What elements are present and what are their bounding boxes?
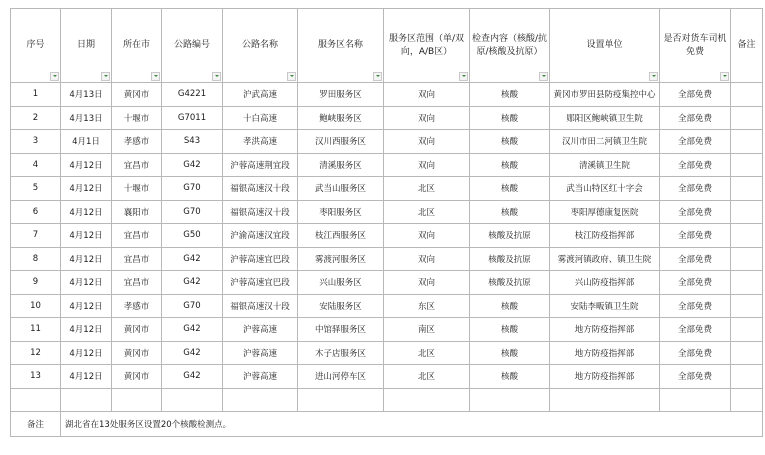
blank-cell[interactable] <box>550 388 660 411</box>
cell-no[interactable]: 9 <box>11 271 61 295</box>
table-row <box>11 130 763 154</box>
cell-scope[interactable]: 双向 <box>384 224 470 248</box>
blank-cell[interactable] <box>61 388 112 411</box>
cell-road_code[interactable]: G70 <box>162 294 223 318</box>
header-row <box>11 9 763 83</box>
cell-road_code[interactable]: G42 <box>162 247 223 271</box>
cell-city[interactable]: 宜昌市 <box>112 271 162 295</box>
cell-scope[interactable]: 双向 <box>384 247 470 271</box>
remark-text[interactable]: 湖北省在13处服务区设置20个核酸检测点。 <box>61 411 763 436</box>
cell-date[interactable]: 4月12日 <box>61 341 112 365</box>
column-header-label: 所在市 <box>122 40 150 50</box>
cell-note[interactable] <box>731 153 763 177</box>
cell-free[interactable]: 全部免费 <box>660 200 731 224</box>
cell-date[interactable]: 4月12日 <box>61 318 112 342</box>
cell-city[interactable]: 宜昌市 <box>112 247 162 271</box>
cell-road_code[interactable]: G7011 <box>162 106 223 130</box>
column-header-city[interactable] <box>112 9 162 83</box>
cell-note[interactable] <box>731 83 763 107</box>
cell-area_name[interactable]: 武当山服务区 <box>298 177 384 201</box>
filter-dropdown-icon[interactable] <box>151 72 160 81</box>
column-header-label: 是否对货车司机免费 <box>663 33 727 57</box>
cell-free[interactable]: 全部免费 <box>660 341 731 365</box>
cell-date[interactable]: 4月13日 <box>61 83 112 107</box>
cell-date[interactable]: 4月12日 <box>61 153 112 177</box>
cell-area_name[interactable]: 鲍峡服务区 <box>298 106 384 130</box>
cell-note[interactable] <box>731 200 763 224</box>
cell-area_name[interactable]: 进山河停车区 <box>298 365 384 389</box>
cell-road_name[interactable]: 沪蓉高速宜巴段 <box>223 271 298 295</box>
table-row <box>11 271 763 295</box>
cell-check[interactable]: 核酸 <box>470 294 550 318</box>
filter-dropdown-icon[interactable] <box>50 72 59 81</box>
cell-scope[interactable]: 东区 <box>384 294 470 318</box>
cell-scope[interactable]: 双向 <box>384 271 470 295</box>
cell-no[interactable]: 6 <box>11 200 61 224</box>
cell-road_code[interactable]: S43 <box>162 130 223 154</box>
cell-note[interactable] <box>731 247 763 271</box>
cell-date[interactable]: 4月13日 <box>61 106 112 130</box>
cell-city[interactable]: 黄冈市 <box>112 365 162 389</box>
blank-cell[interactable] <box>660 388 731 411</box>
cell-free[interactable]: 全部免费 <box>660 153 731 177</box>
blank-cell[interactable] <box>223 388 298 411</box>
cell-scope[interactable]: 南区 <box>384 318 470 342</box>
cell-unit[interactable]: 清溪镇卫生院 <box>550 153 660 177</box>
table-body <box>11 83 763 389</box>
column-header-no[interactable] <box>11 9 61 83</box>
cell-road_code[interactable]: G42 <box>162 365 223 389</box>
filter-dropdown-icon[interactable] <box>212 72 221 81</box>
cell-unit[interactable]: 枣阳厚德康复医院 <box>550 200 660 224</box>
cell-scope[interactable]: 北区 <box>384 341 470 365</box>
cell-check[interactable]: 核酸 <box>470 318 550 342</box>
cell-road_code[interactable]: G50 <box>162 224 223 248</box>
cell-free[interactable]: 全部免费 <box>660 318 731 342</box>
cell-unit[interactable]: 兴山防疫指挥部 <box>550 271 660 295</box>
cell-road_name[interactable]: 十白高速 <box>223 106 298 130</box>
cell-area_name[interactable]: 雾渡河服务区 <box>298 247 384 271</box>
blank-cell[interactable] <box>384 388 470 411</box>
table-row <box>11 224 763 248</box>
cell-area_name[interactable]: 中馆驿服务区 <box>298 318 384 342</box>
cell-road_name[interactable]: 沪渝高速汉宜段 <box>223 224 298 248</box>
column-header-area_name[interactable] <box>298 9 384 83</box>
column-header-unit[interactable] <box>550 9 660 83</box>
cell-road_code[interactable]: G42 <box>162 153 223 177</box>
cell-date[interactable]: 4月12日 <box>61 365 112 389</box>
column-header-label: 检查内容（核酸/抗原/核酸及抗原） <box>471 33 548 57</box>
cell-date[interactable]: 4月1日 <box>61 130 112 154</box>
filter-dropdown-icon[interactable] <box>101 72 110 81</box>
cell-area_name[interactable]: 安陆服务区 <box>298 294 384 318</box>
cell-unit[interactable]: 汉川市田二河镇卫生院 <box>550 130 660 154</box>
cell-note[interactable] <box>731 365 763 389</box>
cell-free[interactable]: 全部免费 <box>660 294 731 318</box>
cell-road_code[interactable]: G42 <box>162 318 223 342</box>
column-header-note[interactable] <box>731 9 763 83</box>
filter-dropdown-icon[interactable] <box>720 72 729 81</box>
cell-note[interactable] <box>731 224 763 248</box>
column-header-label: 序号 <box>26 40 45 50</box>
cell-city[interactable]: 十堰市 <box>112 177 162 201</box>
cell-no[interactable]: 1 <box>11 83 61 107</box>
cell-city[interactable]: 黄冈市 <box>112 341 162 365</box>
blank-cell[interactable] <box>470 388 550 411</box>
cell-no[interactable]: 8 <box>11 247 61 271</box>
cell-area_name[interactable]: 兴山服务区 <box>298 271 384 295</box>
cell-note[interactable] <box>731 341 763 365</box>
cell-no[interactable]: 4 <box>11 153 61 177</box>
cell-free[interactable]: 全部免费 <box>660 271 731 295</box>
table-row <box>11 247 763 271</box>
cell-free[interactable]: 全部免费 <box>660 177 731 201</box>
cell-note[interactable] <box>731 177 763 201</box>
service-area-table <box>10 8 763 437</box>
cell-scope[interactable]: 双向 <box>384 106 470 130</box>
cell-area_name[interactable]: 清溪服务区 <box>298 153 384 177</box>
cell-no[interactable]: 7 <box>11 224 61 248</box>
cell-check[interactable]: 核酸 <box>470 153 550 177</box>
cell-scope[interactable]: 双向 <box>384 153 470 177</box>
cell-unit[interactable]: 武当山特区红十字会 <box>550 177 660 201</box>
cell-road_name[interactable]: 沪蓉高速 <box>223 318 298 342</box>
cell-date[interactable]: 4月12日 <box>61 200 112 224</box>
remark-label[interactable]: 备注 <box>11 411 61 436</box>
column-header-label: 服务区名称 <box>317 40 363 50</box>
cell-check[interactable]: 核酸及抗原 <box>470 247 550 271</box>
column-header-label: 服务区范围（单/双向，A/B区） <box>388 33 465 57</box>
cell-no[interactable]: 12 <box>11 341 61 365</box>
cell-city[interactable]: 黄冈市 <box>112 318 162 342</box>
cell-date[interactable]: 4月12日 <box>61 224 112 248</box>
cell-note[interactable] <box>731 271 763 295</box>
cell-road_name[interactable]: 福银高速汉十段 <box>223 177 298 201</box>
cell-road_name[interactable]: 沪蓉高速 <box>223 341 298 365</box>
column-header-road_code[interactable] <box>162 9 223 83</box>
filter-dropdown-icon[interactable] <box>539 72 548 81</box>
column-header-date[interactable] <box>61 9 112 83</box>
cell-note[interactable] <box>731 294 763 318</box>
blank-cell[interactable] <box>162 388 223 411</box>
cell-road_name[interactable]: 福银高速汉十段 <box>223 200 298 224</box>
cell-free[interactable]: 全部免费 <box>660 365 731 389</box>
cell-area_name[interactable]: 罗田服务区 <box>298 83 384 107</box>
cell-free[interactable]: 全部免费 <box>660 106 731 130</box>
column-header-scope[interactable] <box>384 9 470 83</box>
filter-dropdown-icon[interactable] <box>373 72 382 81</box>
blank-row <box>11 388 763 411</box>
cell-scope[interactable]: 双向 <box>384 83 470 107</box>
column-header-label: 日期 <box>76 40 95 50</box>
cell-free[interactable]: 全部免费 <box>660 83 731 107</box>
cell-free[interactable]: 全部免费 <box>660 224 731 248</box>
cell-city[interactable]: 十堰市 <box>112 106 162 130</box>
cell-unit[interactable]: 安陆李畈镇卫生院 <box>550 294 660 318</box>
cell-road_code[interactable]: G42 <box>162 271 223 295</box>
cell-unit[interactable]: 地方防疫指挥部 <box>550 365 660 389</box>
cell-city[interactable]: 宜昌市 <box>112 224 162 248</box>
cell-area_name[interactable]: 枝江西服务区 <box>298 224 384 248</box>
cell-no[interactable]: 10 <box>11 294 61 318</box>
cell-scope[interactable]: 北区 <box>384 200 470 224</box>
blank-cell[interactable] <box>11 388 61 411</box>
column-header-label: 公路编号 <box>173 40 210 50</box>
cell-road_name[interactable]: 沪蓉高速宜巴段 <box>223 247 298 271</box>
cell-date[interactable]: 4月12日 <box>61 271 112 295</box>
table-row <box>11 83 763 107</box>
cell-note[interactable] <box>731 318 763 342</box>
table-row <box>11 200 763 224</box>
filter-dropdown-icon[interactable] <box>459 72 468 81</box>
table-row <box>11 177 763 201</box>
table-row <box>11 294 763 318</box>
cell-road_code[interactable]: G70 <box>162 177 223 201</box>
cell-area_name[interactable]: 汉川西服务区 <box>298 130 384 154</box>
table-row <box>11 106 763 130</box>
cell-area_name[interactable]: 枣阳服务区 <box>298 200 384 224</box>
cell-no[interactable]: 5 <box>11 177 61 201</box>
column-header-label: 设置单位 <box>586 40 623 50</box>
table-row <box>11 153 763 177</box>
column-header-road_name[interactable] <box>223 9 298 83</box>
cell-unit[interactable]: 雾渡河镇政府、镇卫生院 <box>550 247 660 271</box>
cell-unit[interactable]: 枝江防疫指挥部 <box>550 224 660 248</box>
table-row <box>11 341 763 365</box>
cell-free[interactable]: 全部免费 <box>660 247 731 271</box>
cell-check[interactable]: 核酸 <box>470 341 550 365</box>
cell-no[interactable]: 2 <box>11 106 61 130</box>
cell-road_code[interactable]: G70 <box>162 200 223 224</box>
cell-unit[interactable]: 黄冈市罗田县防疫集控中心 <box>550 83 660 107</box>
cell-scope[interactable]: 北区 <box>384 365 470 389</box>
cell-check[interactable]: 核酸 <box>470 83 550 107</box>
cell-check[interactable]: 核酸及抗原 <box>470 271 550 295</box>
cell-check[interactable]: 核酸 <box>470 365 550 389</box>
filter-dropdown-icon[interactable] <box>287 72 296 81</box>
blank-cell[interactable] <box>112 388 162 411</box>
cell-check[interactable]: 核酸 <box>470 177 550 201</box>
cell-road_code[interactable]: G4221 <box>162 83 223 107</box>
cell-check[interactable]: 核酸及抗原 <box>470 224 550 248</box>
cell-scope[interactable]: 双向 <box>384 130 470 154</box>
cell-road_name[interactable]: 沪蓉高速 <box>223 365 298 389</box>
cell-city[interactable]: 孝感市 <box>112 294 162 318</box>
spreadsheet <box>10 8 762 437</box>
blank-cell[interactable] <box>298 388 384 411</box>
cell-city[interactable]: 宜昌市 <box>112 153 162 177</box>
cell-road_name[interactable]: 福银高速汉十段 <box>223 294 298 318</box>
cell-area_name[interactable]: 木子店服务区 <box>298 341 384 365</box>
column-header-label: 公路名称 <box>241 40 278 50</box>
cell-date[interactable]: 4月12日 <box>61 247 112 271</box>
cell-road_name[interactable]: 沪蓉高速荆宜段 <box>223 153 298 177</box>
cell-road_code[interactable]: G42 <box>162 341 223 365</box>
cell-date[interactable]: 4月12日 <box>61 177 112 201</box>
column-header-free[interactable] <box>660 9 731 83</box>
column-header-label: 备注 <box>737 40 756 50</box>
cell-road_name[interactable]: 孝洪高速 <box>223 130 298 154</box>
cell-scope[interactable]: 北区 <box>384 177 470 201</box>
cell-unit[interactable]: 地方防疫指挥部 <box>550 318 660 342</box>
remark-row <box>11 411 763 436</box>
cell-no[interactable]: 13 <box>11 365 61 389</box>
cell-city[interactable]: 襄阳市 <box>112 200 162 224</box>
cell-unit[interactable]: 郧阳区鲍峡镇卫生院 <box>550 106 660 130</box>
cell-unit[interactable]: 地方防疫指挥部 <box>550 341 660 365</box>
table-row <box>11 365 763 389</box>
cell-free[interactable]: 全部免费 <box>660 130 731 154</box>
cell-city[interactable]: 黄冈市 <box>112 83 162 107</box>
cell-note[interactable] <box>731 130 763 154</box>
blank-cell[interactable] <box>731 388 763 411</box>
column-header-check[interactable] <box>470 9 550 83</box>
cell-check[interactable]: 核酸 <box>470 200 550 224</box>
cell-check[interactable]: 核酸 <box>470 130 550 154</box>
cell-no[interactable]: 3 <box>11 130 61 154</box>
cell-no[interactable]: 11 <box>11 318 61 342</box>
cell-city[interactable]: 孝感市 <box>112 130 162 154</box>
cell-note[interactable] <box>731 106 763 130</box>
cell-road_name[interactable]: 沪武高速 <box>223 83 298 107</box>
filter-dropdown-icon[interactable] <box>649 72 658 81</box>
cell-check[interactable]: 核酸 <box>470 106 550 130</box>
cell-date[interactable]: 4月12日 <box>61 294 112 318</box>
table-row <box>11 318 763 342</box>
